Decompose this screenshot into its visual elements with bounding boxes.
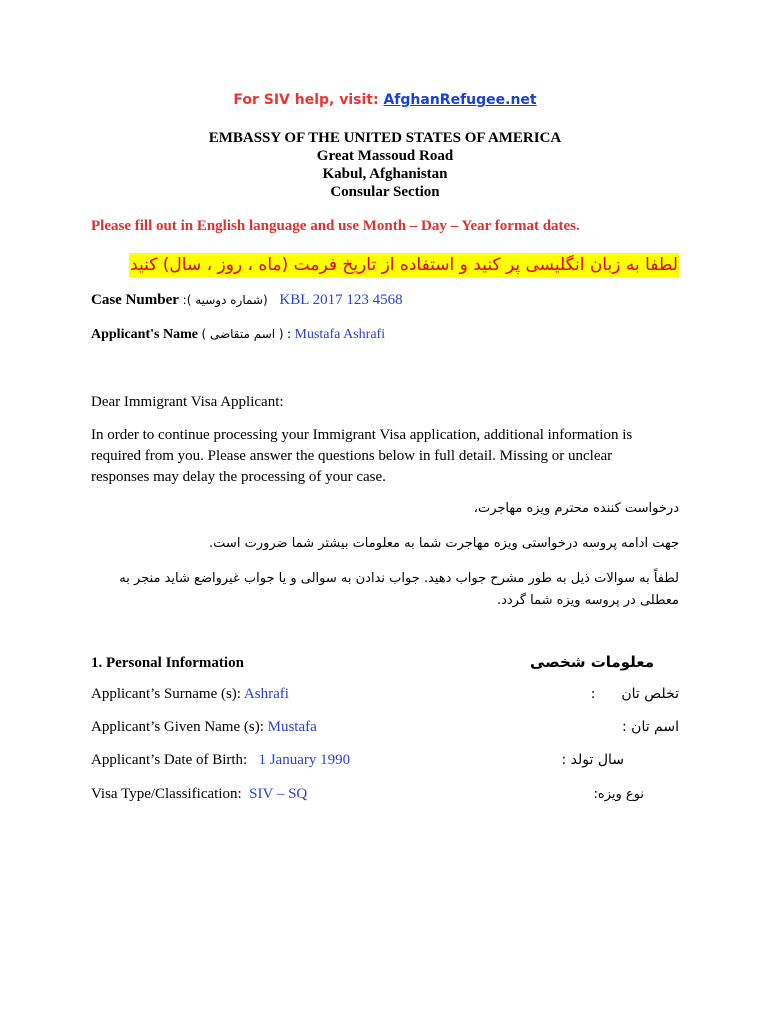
surname-row	[91, 686, 289, 703]
visa-type-row	[91, 786, 307, 803]
siv-help-prefix: For SIV help, visit:	[233, 92, 384, 108]
dob-farsi-label: سال تولد :	[561, 752, 624, 768]
dob-value[interactable]: 1 January 1990	[258, 752, 351, 768]
section-1-title: 1. Personal Information	[91, 655, 244, 671]
given-name-value[interactable]: Mustafa	[267, 719, 317, 735]
visa-type-farsi-label: نوع ویزه:	[593, 787, 644, 802]
dob-row	[91, 752, 350, 769]
afghanrefugee-link[interactable]: AfghanRefugee.net	[383, 92, 537, 108]
surname-farsi-label: تخلص تان	[621, 686, 679, 702]
applicant-name-separator: :	[283, 327, 295, 342]
letter-body: In order to continue processing your Immigrant Visa application, additional information is required from you. Please answer the questions below in full detail. Missing or unclear responses may delay the processing of your case.	[91, 427, 633, 485]
embassy-section: Consular Section	[330, 184, 440, 200]
given-name-row	[91, 719, 317, 736]
case-number-value[interactable]: KBL 2017 123 4568	[279, 292, 403, 308]
letter-greeting: Dear Immigrant Visa Applicant:	[91, 394, 284, 410]
given-name-label: Applicant’s Given Name (s):	[91, 719, 268, 735]
farsi-instruction: لطفا به زبان انگلیسی پر کنید و استفاده از تاریخ فرمت (ماه ، روز ، سال) کنید	[130, 255, 678, 275]
farsi-greeting: درخواست کننده محترم ویزه مهاجرت،	[473, 501, 679, 516]
visa-type-value[interactable]: SIV – SQ	[249, 786, 308, 802]
surname-farsi-colon: :	[591, 686, 596, 702]
embassy-street: Great Massoud Road	[316, 148, 454, 164]
embassy-city: Kabul, Afghanistan	[322, 166, 448, 182]
siv-help-line	[0, 92, 770, 108]
surname-label: Applicant’s Surname (s):	[91, 686, 244, 702]
english-instruction: Please fill out in English language and use Month – Day – Year format dates.	[91, 218, 580, 234]
farsi-line-2: جهت ادامه پروسه درخواستی ویزه مهاجرت شما به معلومات بیشتر شما ضرورت است.	[209, 536, 679, 551]
surname-value[interactable]: Ashrafi	[243, 686, 289, 702]
applicant-name-farsi: ( اسم متقاضی )	[201, 327, 284, 341]
dob-label: Applicant’s Date of Birth:	[91, 752, 259, 768]
given-name-farsi-label: اسم تان :	[622, 719, 679, 735]
case-number-label: Case Number	[91, 292, 179, 308]
embassy-name: EMBASSY OF THE UNITED STATES OF AMERICA	[208, 130, 562, 146]
section-1-title-farsi: معلومات شخصی	[529, 653, 654, 671]
case-number-farsi: (شماره دوسیه ):	[182, 293, 268, 307]
applicant-name-row	[91, 327, 385, 343]
visa-type-label: Visa Type/Classification:	[91, 786, 250, 802]
case-number-row	[91, 292, 403, 309]
farsi-paragraph: لطفاً به سوالات ذیل به طور مشرح جواب دهید. جواب ندادن به سوالی و یا جواب غیرواضع شاید منجر به معطلی در پروسه ویزه شما گردد.	[119, 571, 679, 608]
applicant-name-label: Applicant's Name	[91, 327, 198, 342]
applicant-name-value[interactable]: Mustafa Ashrafi	[294, 327, 386, 342]
